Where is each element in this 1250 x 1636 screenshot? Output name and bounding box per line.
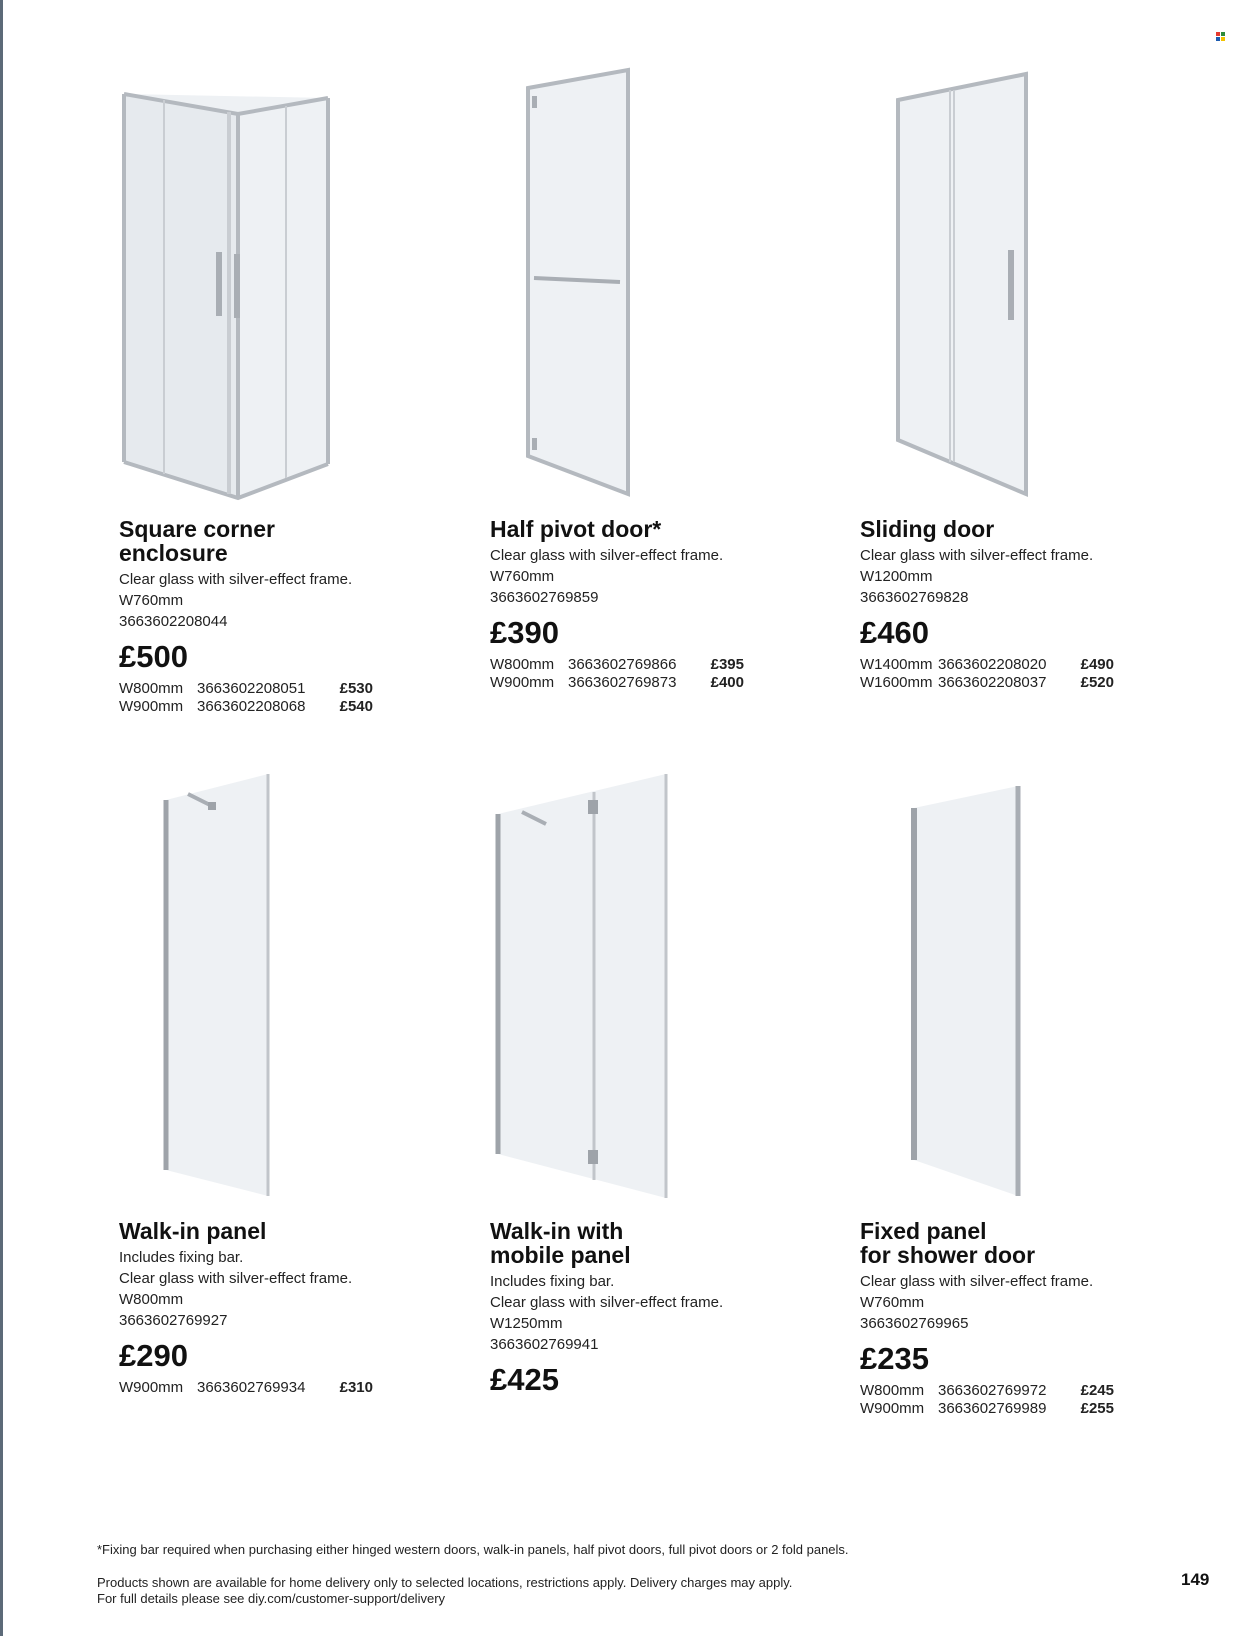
footer-delivery-link: For full details please see diy.com/customer-support/delivery bbox=[97, 1591, 446, 1606]
page-edge-strip bbox=[0, 0, 3, 1636]
product-code: 3663602769941 bbox=[490, 1336, 599, 1353]
product-price: £290 bbox=[119, 1338, 188, 1373]
product-width: W760mm bbox=[119, 592, 184, 609]
product-code: 3663602769965 bbox=[860, 1315, 969, 1332]
product-description: Clear glass with silver-effect frame. bbox=[490, 1294, 724, 1311]
product-code: 3663602769859 bbox=[490, 589, 599, 606]
product-description: Clear glass with silver-effect frame. bbox=[119, 1270, 353, 1287]
product-walk-in-panel bbox=[119, 1219, 469, 1397]
product-description: Clear glass with silver-effect frame. bbox=[490, 547, 724, 564]
product-half-pivot-door bbox=[490, 517, 840, 692]
walk-in-mobile-panel-image bbox=[492, 770, 672, 1202]
sliding-door-image bbox=[892, 70, 1034, 500]
fixed-panel-image bbox=[906, 782, 1026, 1202]
product-title: Walk-in with mobile panel bbox=[490, 1218, 631, 1268]
product-description: Clear glass with silver-effect frame. bbox=[119, 571, 353, 588]
square-corner-enclosure-image bbox=[118, 86, 338, 506]
product-code: 3663602769927 bbox=[119, 1312, 228, 1329]
variant-row: W900mm 3663602208068 £540 bbox=[119, 698, 373, 715]
product-description: Clear glass with silver-effect frame. bbox=[860, 1273, 1094, 1290]
variant-row: W800mm 3663602769972 £245 bbox=[860, 1382, 1114, 1399]
product-sliding-door bbox=[860, 517, 1210, 692]
footer-delivery-info: Products shown are available for home delivery only to selected locations, restrictions apply. Delivery charges may apply. bbox=[97, 1575, 793, 1590]
variant-row: W900mm 3663602769873 £400 bbox=[490, 674, 744, 691]
variant-row: W900mm 3663602769934 £310 bbox=[119, 1379, 373, 1396]
product-width: W1200mm bbox=[860, 568, 933, 585]
product-width: W800mm bbox=[119, 1291, 184, 1308]
product-square-corner-enclosure bbox=[119, 517, 469, 716]
footnote-fixing-bar: *Fixing bar required when purchasing either hinged western doors, walk-in panels, half pivot doors, full pivot doors or 2 fold panels. bbox=[97, 1542, 849, 1557]
product-width: W760mm bbox=[490, 568, 555, 585]
product-description: Clear glass with silver-effect frame. bbox=[860, 547, 1094, 564]
page-number: 149 bbox=[1181, 1570, 1210, 1589]
product-code: 3663602769828 bbox=[860, 589, 969, 606]
product-price: £235 bbox=[860, 1341, 929, 1376]
variant-row: W1400mm 3663602208020 £490 bbox=[860, 656, 1114, 673]
variant-row: W1600mm 3663602208037 £520 bbox=[860, 674, 1114, 691]
product-title: Square corner enclosure bbox=[119, 516, 275, 566]
product-price: £425 bbox=[490, 1362, 559, 1397]
product-title: Walk-in panel bbox=[119, 1218, 267, 1244]
variant-row: W800mm 3663602769866 £395 bbox=[490, 656, 744, 673]
product-note: Includes fixing bar. bbox=[119, 1249, 244, 1266]
product-price: £390 bbox=[490, 615, 559, 650]
product-width: W760mm bbox=[860, 1294, 925, 1311]
product-title: Half pivot door* bbox=[490, 516, 662, 542]
product-width: W1250mm bbox=[490, 1315, 563, 1332]
product-code: 3663602208044 bbox=[119, 613, 228, 630]
brand-logo-icon bbox=[1216, 32, 1226, 42]
variant-row: W900mm 3663602769989 £255 bbox=[860, 1400, 1114, 1417]
product-walk-in-mobile-panel bbox=[490, 1219, 840, 1403]
half-pivot-door-image bbox=[522, 66, 634, 498]
product-title: Fixed panel for shower door bbox=[860, 1218, 1036, 1268]
product-price: £460 bbox=[860, 615, 929, 650]
product-note: Includes fixing bar. bbox=[490, 1273, 615, 1290]
product-fixed-panel bbox=[860, 1219, 1210, 1418]
variant-row: W800mm 3663602208051 £530 bbox=[119, 680, 373, 697]
product-price: £500 bbox=[119, 639, 188, 674]
product-title: Sliding door bbox=[860, 516, 995, 542]
walk-in-panel-image bbox=[158, 770, 274, 1202]
